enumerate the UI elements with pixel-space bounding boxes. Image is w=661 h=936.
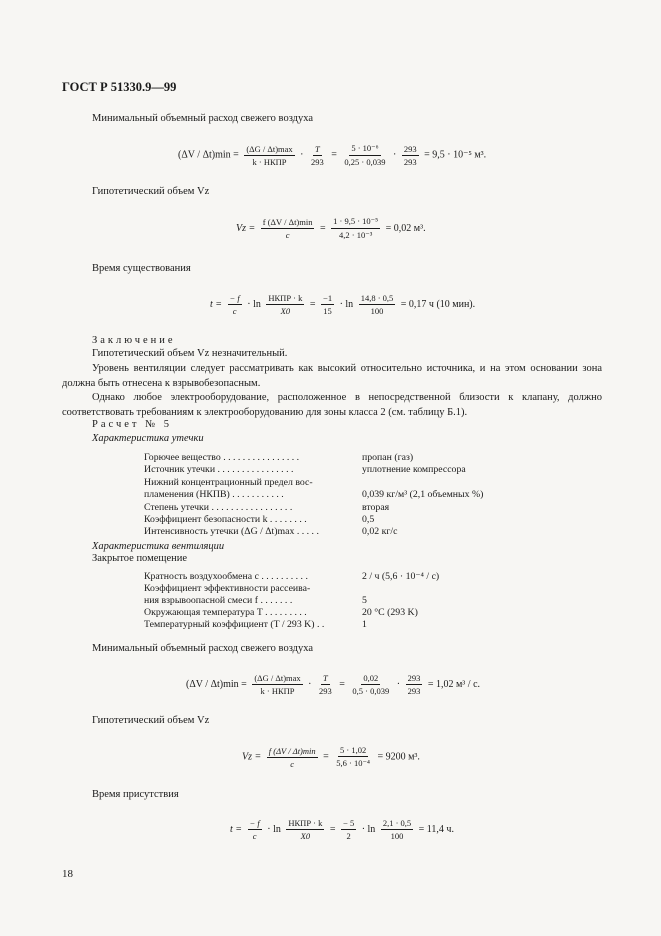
leak-row-value: вторая [362, 502, 390, 513]
vent-row-value: 1 [362, 619, 367, 630]
fraction: $\frac{14,8 \cdot 0,5}{100}$ [360, 293, 394, 316]
vent-row-label: Кратность воздухообмена c . . . . . . . . . . [144, 571, 308, 582]
eq-result: = 9,5 · 10⁻⁵ м³. [424, 149, 487, 161]
fraction: $\frac{\text{НКПР · k}}{X0}$ [288, 818, 323, 841]
leak-row-value: пропан (газ) [362, 452, 414, 463]
equation-presence-time: t = $\frac{- f}{c}$ · ln $\frac{\text{НКПР · k}}{X0}$ = $\frac{- 5}{2}$ · ln $\frac{2,1 \cdot 0,5}{100}$ = 11,4 ч. [230, 818, 454, 841]
leak-row-label: Источник утечки . . . . . . . . . . . . . . . . [144, 464, 294, 475]
equation-hypothetical-volume: Vz = $\frac{f (\Delta V / \Delta t)\min}{c}$ = $\frac{\text{1 · 9,5 · 10⁻⁵}}{\text{4,2 · 10⁻³}}$ = 0,02 м³. [236, 216, 426, 240]
eq-result: = 0,17 ч (10 мин). [400, 298, 476, 310]
vent-row-label: Коэффициент эффективности рассеива- [144, 583, 311, 594]
eq-result: = 1,02 м³ / с. [427, 678, 481, 690]
eq-result: = 9200 м³. [377, 751, 420, 763]
leak-row-label: Степень утечки . . . . . . . . . . . . . . . . . [144, 502, 293, 513]
fraction: $\frac{\text{1 · 9,5 · 10⁻⁵}}{\text{4,2 · 10⁻³}}$ [333, 216, 379, 240]
fraction: $\frac{- f}{c}$ [229, 293, 240, 316]
equation-hypothetical-volume-2: Vz = $\frac{f (\Delta V / \Delta t)\min}{c}$ = $\frac{5 \cdot 1,02}{\text{5,6 · 10⁻⁴}}$ = 9200 м³. [242, 745, 420, 769]
paragraph-min-flow: Минимальный объемный расход свежего воздуха [92, 113, 314, 124]
paragraph-ventilation-level: Уровень вентиляции следует рассматривать как высокий относительно источника, и на этом основании зона должна быть отнесена к взрывобезопасным. [62, 363, 602, 389]
equation-min-flow: (ΔV / Δt)min = $\frac{(\Delta G / \Delta t)\max}{\text{k · НКПР}}$ · $\frac{T}{293}$ = $\frac{\text{5 · 10⁻⁶}}{0,25 \cdot 0,039}$ · $\frac{293}{293}$ = 9,5 · 10⁻⁵ м³. [178, 143, 487, 167]
fraction: $\frac{2,1 \cdot 0,5}{100}$ [382, 818, 412, 841]
fraction: $\frac{5 \cdot 1,02}{\text{5,6 · 10⁻⁴}}$ [336, 745, 370, 768]
leak-row-value: 0,039 кг/м³ (2,1 объемных %) [362, 489, 484, 500]
vent-row-value: 5 [362, 595, 367, 606]
vent-row-label: ния взрывоопасной смеси f . . . . . . . [144, 595, 293, 606]
fraction: $\frac{T}{293}$ [311, 143, 324, 167]
fraction: $\frac{(\Delta G / \Delta t)\max}{\text{k · НКПР}}$ [254, 673, 301, 696]
fraction: $\frac{0,02}{0,5 \cdot 0,039}$ [352, 673, 390, 696]
ventilation-characteristics-title: Характеристика вентиляции [92, 541, 225, 552]
conclusion-line: Гипотетический объем Vz незначительный. [92, 348, 288, 359]
page-number: 18 [62, 868, 73, 880]
fraction: $\frac{- f}{c}$ [249, 818, 260, 841]
paragraph-existence-time: Время существования [92, 263, 191, 274]
vent-row-value: 2 / ч (5,6 · 10⁻⁴ / с) [362, 571, 440, 582]
vent-row-value: 20 °C (293 K) [362, 607, 418, 618]
fraction: $\frac{\text{НКПР · k}}{X0}$ [268, 293, 303, 316]
paragraph-min-flow-2: Минимальный объемный расход свежего воздуха [92, 643, 314, 654]
fraction: $\frac{-1}{15}$ [323, 293, 333, 316]
ventilation-subtitle: Закрытое помещение [92, 553, 188, 564]
fraction: $\frac{T}{293}$ [319, 673, 332, 696]
equation-existence-time: t = $\frac{- f}{c}$ · ln $\frac{\text{НКПР · k}}{X0}$ = $\frac{-1}{15}$ · ln $\frac{14,8 \cdot 0,5}{100}$ = 0,17 ч (10 мин). [210, 293, 476, 316]
leak-row-label: Интенсивность утечки (ΔG / Δt)max . . . . . [144, 526, 319, 537]
fraction: $\frac{f (\Delta V / \Delta t)\min}{c}$ [268, 745, 316, 769]
paragraph-equipment: Однако любое электрооборудование, расположенное в непосредственной близости к клапану, должно соответствовать требованиям к электрооборудованию для зоны класса 2 (см. таблицу Б.1). [62, 392, 602, 418]
paragraph-hypothetical-volume-2: Гипотетический объем Vz [92, 715, 210, 726]
eq-lhs: (ΔV / Δt)min = [178, 149, 239, 161]
document-header: ГОСТ Р 51330.9—99 [62, 80, 177, 94]
leak-row-label: Нижний концентрационный предел вос- [144, 477, 313, 488]
leak-row-label: Горючее вещество . . . . . . . . . . . . . . . . [144, 452, 300, 463]
eq-result: = 11,4 ч. [418, 823, 454, 835]
leak-row-value: 0,02 кг/с [362, 526, 398, 537]
fraction: $\frac{- 5}{2}$ [343, 818, 355, 841]
calc-title: Расчет № 5 [92, 419, 172, 430]
fraction: $\frac{f (\Delta V / \Delta t)\min}{c}$ [262, 217, 313, 240]
fraction: $\frac{293}{293}$ [407, 673, 421, 696]
vent-row-label: Окружающая температура T . . . . . . . . . [144, 607, 307, 618]
leak-row-label: пламенения (НКПВ) . . . . . . . . . . . [144, 489, 284, 500]
leak-row-value: уплотнение компрессора [362, 464, 466, 475]
paragraph-presence-time: Время присутствия [92, 789, 179, 800]
leak-row-label: Коэффициент безопасности k . . . . . . . . [144, 514, 307, 525]
leak-row-value: 0,5 [362, 514, 375, 525]
fraction: $\frac{\text{5 · 10⁻⁶}}{0,25 \cdot 0,039}$ [344, 143, 386, 167]
fraction: $\frac{293}{293}$ [403, 143, 417, 167]
leak-characteristics-title: Характеристика утечки [92, 433, 204, 444]
paragraph-hypothetical-volume: Гипотетический объем Vz [92, 186, 210, 197]
conclusion-title: Заключение [92, 335, 176, 346]
equation-min-flow-2: (ΔV / Δt)min = $\frac{(\Delta G / \Delta t)\max}{\text{k · НКПР}}$ · $\frac{T}{293}$ = $\frac{0,02}{0,5 \cdot 0,039}$ · $\frac{293}{293}$ = 1,02 м³ / с. [186, 673, 481, 696]
fraction: $\frac{(\Delta G / \Delta t)\max}{\text{k · НКПР}}$ [246, 143, 293, 167]
vent-row-label: Температурный коэффициент (T / 293 K) . . [144, 619, 325, 630]
eq-result: = 0,02 м³. [385, 222, 426, 234]
